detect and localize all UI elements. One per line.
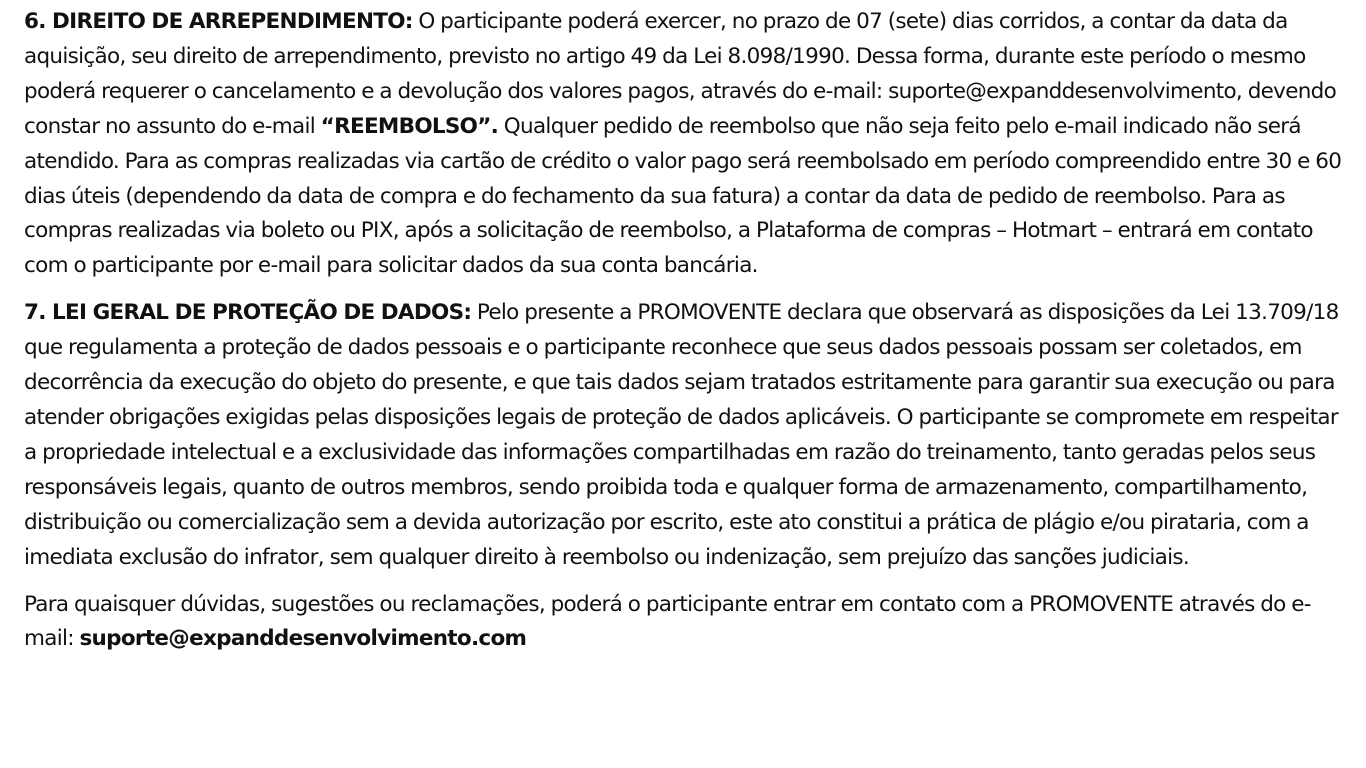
refund-keyword: “REEMBOLSO”. <box>320 113 499 139</box>
section-heading: 7. LEI GERAL DE PROTEÇÃO DE DADOS: <box>24 300 472 326</box>
terms-document <box>24 5 1342 657</box>
contact-text: Para quaisquer dúvidas, sugestões ou reclamações, poderá o participante entrar em contato com a PROMOVENTE através do e-mail: <box>24 591 1311 652</box>
section-text: O participante poderá exercer, no prazo de 07 (sete) dias corridos, a contar da data da aquisição, seu direito de arrependimento, previsto no artigo 49 da Lei 8.098/1990. Dessa forma, durante este período o mesmo poderá requerer o cancelamento e a devolução dos valores pagos, através do e-mail: suporte@expanddesenvolvimento, devendo constar no assunto do e-mail <box>24 9 1337 139</box>
section-text: Qualquer pedido de reembolso que não seja feito pelo e-mail indicado não será atendido. Para as compras realizadas via cartão de crédito o valor pago será reembolsado em período compreendido entre 30 e 60 dias úteis (dependendo da data de compra e do fechamento da sua fatura) a contar da data de pedido de reembolso. Para as compras realizadas via boleto ou PIX, após a solicitação de reembolso, a Plataforma de compras – Hotmart – entrará em contato com o participante por e-mail para solicitar dados da sua conta bancária. <box>24 113 1342 279</box>
contact-paragraph <box>24 588 1342 658</box>
section-heading: 6. DIREITO DE ARREPENDIMENTO: <box>24 9 413 34</box>
section-right-of-withdrawal <box>24 5 1342 284</box>
support-email[interactable]: suporte@expanddesenvolvimento.com <box>79 626 527 652</box>
section-data-protection <box>24 296 1342 575</box>
section-text: Pelo presente a PROMOVENTE declara que observará as disposições da Lei 13.709/18 que regulamenta a proteção de dados pessoais e o participante reconhece que seus dados pessoais possam ser coletados, em decorrência da execução do objeto do presente, e que tais dados sejam tratados estritamente para garantir sua execução ou para atender obrigações exigidas pelas disposições legais de proteção de dados aplicáveis. O participante se compromete em respeitar a propriedade intelectual e a exclusividade das informações compartilhadas em razão do treinamento, tanto geradas pelos seus responsáveis legais, quanto de outros membros, sendo proibida toda e qualquer forma de armazenamento, compartilhamento, distribuição ou comercialização sem a devida autorização por escrito, este ato constitui a prática de plágio e/ou pirataria, com a imediata exclusão do infrator, sem qualquer direito à reembolso ou indenização, sem prejuízo das sanções judiciais. <box>24 300 1339 570</box>
